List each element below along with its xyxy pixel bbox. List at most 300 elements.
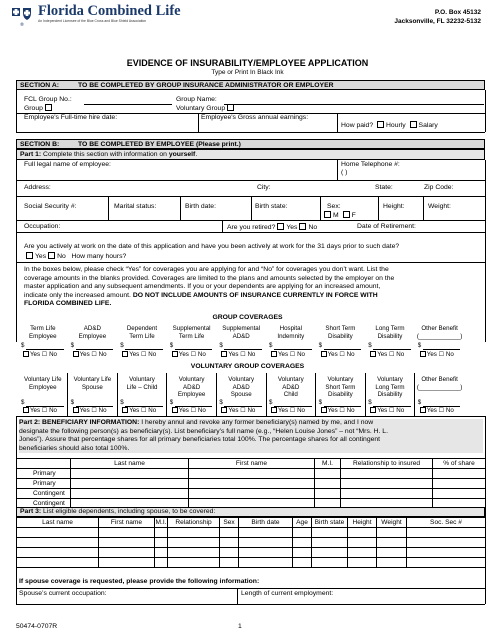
divider xyxy=(16,220,485,221)
dependent-cell[interactable] xyxy=(377,548,407,558)
retired-yes-checkbox[interactable] xyxy=(277,223,284,230)
date-retirement-label: Date of Retirement: xyxy=(357,223,416,230)
coverage-column-label: AD&D xyxy=(232,383,250,391)
beneficiary-cell[interactable] xyxy=(71,489,189,499)
birth-state-label: Birth state: xyxy=(255,203,288,210)
coverage-yes-checkbox[interactable] xyxy=(420,407,426,413)
beneficiary-column-header: Relationship to insured xyxy=(341,459,433,469)
city-state-zip: Jacksonville, FL 32232-5132 xyxy=(394,18,481,25)
sex-label: Sex: xyxy=(327,203,341,210)
coverage-yes-no[interactable] xyxy=(370,351,404,358)
dependents-table xyxy=(16,517,486,568)
dependent-cell[interactable] xyxy=(348,558,377,568)
dependent-cell[interactable] xyxy=(239,528,293,538)
coverage-column-label: Term Life xyxy=(178,332,205,340)
part1-yourself: yourself xyxy=(168,151,196,158)
coverage-yes-checkbox[interactable] xyxy=(23,407,29,413)
coverage-amount-field[interactable]: $ xyxy=(219,399,223,406)
voluntary-group-label: Voluntary Group xyxy=(176,105,226,112)
coverage-yes-no-label: Yes ☐ No xyxy=(327,407,355,414)
border-right xyxy=(485,416,486,604)
group-type-group xyxy=(24,104,54,112)
coverage-yes-checkbox[interactable] xyxy=(370,351,376,357)
coverage-column-label: Employee xyxy=(29,383,57,391)
coverage-column-header xyxy=(217,376,265,399)
coverage-column-label: AD&D xyxy=(232,332,250,340)
retired-question xyxy=(227,223,317,231)
coverage-yes-no[interactable] xyxy=(370,407,404,414)
voluntary-coverages-title: VOLUNTARY GROUP COVERAGES xyxy=(190,363,305,370)
coverage-yes-checkbox[interactable] xyxy=(73,407,79,413)
coverage-yes-no[interactable] xyxy=(23,407,57,414)
dependent-cell[interactable] xyxy=(168,558,220,568)
dependent-cell[interactable] xyxy=(168,528,220,538)
dependent-cell[interactable] xyxy=(155,558,168,568)
dependent-cell[interactable] xyxy=(220,528,239,538)
coverage-yes-no-label: Yes ☐ No xyxy=(178,351,206,358)
group-label: Group xyxy=(24,105,43,112)
beneficiary-cell[interactable] xyxy=(189,469,315,479)
coverage-yes-no[interactable] xyxy=(23,351,57,358)
instructions-line-4a: indicate only the increased amount. xyxy=(24,291,131,299)
dependents-column-header: Sex xyxy=(220,518,239,528)
part2-heading: Part 2: BENEFICIARY INFORMATION: xyxy=(19,419,140,426)
coverage-yes-no[interactable] xyxy=(122,351,156,358)
dependent-cell[interactable] xyxy=(377,538,407,548)
coverage-amount-line xyxy=(76,349,114,350)
divider xyxy=(320,196,321,220)
coverage-yes-checkbox[interactable] xyxy=(321,351,327,357)
coverage-column-label: Voluntary Life xyxy=(73,376,112,383)
dependent-cell[interactable] xyxy=(168,538,220,548)
form-subtitle: Type or Print In Black Ink xyxy=(211,69,284,76)
beneficiary-cell[interactable] xyxy=(189,479,315,489)
divider xyxy=(423,196,424,220)
active-work-answer xyxy=(24,252,126,260)
coverage-amount-line xyxy=(324,349,362,350)
beneficiary-cell[interactable] xyxy=(341,469,433,479)
coverage-yes-checkbox[interactable] xyxy=(271,351,277,357)
coverage-column-header xyxy=(69,376,117,391)
instructions-line-4b: DO NOT INCLUDE AMOUNTS OF INSURANCE CURRENTLY IN FORCE WITH xyxy=(132,291,378,299)
coverage-column-label: Life – Child xyxy=(126,383,158,391)
coverage-column-label: Employee xyxy=(29,332,57,340)
divider xyxy=(108,196,109,220)
part1-instructions: Complete this section with information on xyxy=(43,151,167,158)
beneficiary-cell[interactable] xyxy=(315,479,341,489)
coverage-amount-line xyxy=(274,349,312,350)
beneficiary-cell[interactable] xyxy=(341,479,433,489)
coverage-column-label: Short Term xyxy=(325,383,356,391)
coverage-column-label: Long Term xyxy=(375,325,405,332)
coverage-amount-field[interactable]: $ xyxy=(417,399,422,406)
coverage-yes-no[interactable] xyxy=(420,407,454,414)
coverage-column-label: Other Benefit xyxy=(421,325,458,332)
coverage-yes-no[interactable] xyxy=(321,351,355,358)
coverage-column-label: Voluntary xyxy=(129,376,155,383)
dependent-cell[interactable] xyxy=(348,548,377,558)
dependent-cell[interactable] xyxy=(99,538,155,548)
border-left xyxy=(16,232,17,342)
coverage-amount-field[interactable]: $ xyxy=(21,342,25,349)
dependent-cell[interactable] xyxy=(17,548,99,558)
coverage-yes-no[interactable] xyxy=(172,407,206,414)
state-label: State: xyxy=(375,184,393,191)
beneficiary-column-header: Last name xyxy=(71,459,189,469)
coverage-yes-no[interactable] xyxy=(321,407,355,414)
coverage-yes-checkbox[interactable] xyxy=(73,351,79,357)
coverage-amount-field[interactable]: $ xyxy=(70,342,75,349)
form-number: 50474-0707R xyxy=(16,623,58,630)
border-left xyxy=(16,90,17,132)
dependent-cell[interactable] xyxy=(377,528,407,538)
coverage-yes-checkbox[interactable] xyxy=(122,351,128,357)
dependent-cell[interactable] xyxy=(99,528,155,538)
dependent-cell[interactable] xyxy=(348,538,377,548)
coverage-yes-no-label: Yes ☐ No xyxy=(129,351,157,358)
beneficiary-cell[interactable] xyxy=(433,479,486,489)
dependent-cell[interactable] xyxy=(99,558,155,568)
beneficiary-cell[interactable] xyxy=(189,489,315,499)
coverage-amount-field[interactable]: $ xyxy=(169,399,174,406)
salary-checkbox[interactable] xyxy=(410,121,417,128)
fcl-group-no-field[interactable] xyxy=(84,104,172,105)
coverage-amount-line xyxy=(224,349,262,350)
coverage-yes-checkbox[interactable] xyxy=(221,407,227,413)
coverage-column-header xyxy=(69,325,117,340)
dependent-cell[interactable] xyxy=(239,558,293,568)
coverage-column-label: Child xyxy=(283,391,298,398)
coverage-column-label: Voluntary xyxy=(377,376,403,383)
active-yes-label: Yes xyxy=(35,253,47,260)
coverage-column-header xyxy=(118,325,166,340)
coverage-yes-no-label: Yes ☐ No xyxy=(426,351,454,358)
coverage-column-header xyxy=(267,376,315,399)
zip-label: Zip Code: xyxy=(424,184,454,191)
part2-line-2: designate the following person(s) as beneficiary(s). List beneficiary’s full name (e.g., “Helen Louise Jones” – not “Mrs. H. L. xyxy=(19,427,388,435)
dependent-cell[interactable] xyxy=(348,528,377,538)
instructions-line-3: master application and any subsequent amendments. If you or your dependents are applying for an increased amount, xyxy=(24,283,381,291)
coverage-column-label: AD&D xyxy=(182,383,201,391)
address-label: Address: xyxy=(24,184,51,191)
coverage-yes-no[interactable] xyxy=(73,351,107,358)
dependents-column-header: Birth date xyxy=(239,518,293,528)
coverage-amount-field[interactable]: $ xyxy=(120,399,124,406)
dependent-cell[interactable] xyxy=(293,548,312,558)
coverage-yes-checkbox[interactable] xyxy=(420,351,426,357)
coverage-column-header xyxy=(317,325,365,340)
female-checkbox[interactable] xyxy=(343,211,350,218)
divider xyxy=(198,113,199,132)
beneficiary-cell[interactable] xyxy=(315,489,341,499)
brand-name: Florida Combined Life xyxy=(38,3,181,19)
coverage-yes-no[interactable] xyxy=(73,407,107,414)
coverage-yes-no-label: Yes ☐ No xyxy=(278,407,305,414)
section-b-text: TO BE COMPLETED BY EMPLOYEE (Please print.) xyxy=(78,141,241,148)
beneficiary-cell[interactable] xyxy=(71,479,189,489)
coverage-yes-checkbox[interactable] xyxy=(172,351,178,357)
fcl-group-no-label: FCL Group No.: xyxy=(24,96,72,103)
beneficiary-type: Primary xyxy=(17,479,71,489)
coverage-yes-no-label: Yes ☐ No xyxy=(129,407,157,414)
svg-text:®: ® xyxy=(19,23,25,27)
beneficiary-cell[interactable] xyxy=(433,469,486,479)
border-right xyxy=(485,160,486,242)
coverage-amount-field[interactable]: $ xyxy=(368,342,372,349)
how-many-hours-label: How many hours? xyxy=(71,253,127,260)
coverage-amount-field[interactable]: $ xyxy=(368,399,372,406)
divider xyxy=(337,113,338,132)
dependent-cell[interactable] xyxy=(293,528,312,538)
divider xyxy=(16,262,485,263)
border-right xyxy=(485,232,486,342)
salary-label: Salary xyxy=(418,122,438,129)
divider xyxy=(16,232,485,233)
part2-line-3: Jones”). Assure that percentage shares for all primary beneficiaries total 100%. The percentage shares for all contingent xyxy=(19,436,381,444)
active-no-label: No xyxy=(57,253,66,260)
coverage-amount-field[interactable]: $ xyxy=(318,399,323,406)
beneficiary-cell[interactable] xyxy=(71,469,189,479)
coverage-amount-field[interactable]: $ xyxy=(120,342,124,349)
divider xyxy=(222,220,223,232)
divider xyxy=(337,160,338,180)
coverage-yes-no-label: Yes ☐ No xyxy=(30,407,57,414)
dependent-cell[interactable] xyxy=(168,548,220,558)
coverage-column-label: Disability xyxy=(328,391,353,398)
instructions-line-5 xyxy=(24,300,482,309)
part2-line-1: I hereby annul and revoke any former beneficiary(s) named by me, and I now xyxy=(141,419,374,426)
full-name-label: Full legal name of employee: xyxy=(24,161,111,168)
dependent-cell[interactable] xyxy=(220,558,239,568)
coverage-column-label: Voluntary xyxy=(277,376,304,383)
dependent-cell[interactable] xyxy=(155,538,168,548)
coverage-amount-field[interactable]: $ xyxy=(318,342,323,349)
coverage-amount-field[interactable]: $ xyxy=(269,399,273,406)
dependent-cell[interactable] xyxy=(17,538,99,548)
sex-options xyxy=(322,211,356,219)
active-no-checkbox[interactable] xyxy=(48,252,55,259)
gross-earnings-label: Employee's Gross annual earnings: xyxy=(201,114,309,121)
coverage-amount-field[interactable]: $ xyxy=(417,342,422,349)
active-work-question: Are you actively at work on the date of this application and have you been actively at work for the 31 days prior to such date? xyxy=(24,243,400,250)
beneficiary-row xyxy=(17,489,486,499)
coverage-yes-no-label: Yes ☐ No xyxy=(278,351,305,358)
dependent-cell[interactable] xyxy=(293,558,312,568)
part1-heading: Part 1: xyxy=(20,151,42,158)
coverage-yes-no[interactable] xyxy=(221,407,255,414)
mailing-address xyxy=(394,8,481,26)
part1-header: Part 1: Complete this section with information on yourself. xyxy=(16,149,485,160)
dependents-column-header: Weight xyxy=(377,518,407,528)
divider xyxy=(251,196,252,220)
dependent-cell[interactable] xyxy=(17,558,99,568)
hire-date-label: Employee's Full-time hire date: xyxy=(24,114,118,121)
spouse-heading: If spouse coverage is requested, please provide the following information: xyxy=(19,578,260,585)
beneficiary-type: Primary xyxy=(17,469,71,479)
dependent-cell[interactable] xyxy=(312,548,348,558)
coverage-column-label: Other Benefit xyxy=(421,376,458,383)
coverage-column-label: Voluntary Life xyxy=(24,376,62,383)
dependent-cell[interactable] xyxy=(239,548,293,558)
coverage-column-label: Voluntary xyxy=(178,376,205,383)
hourly-label: Hourly xyxy=(386,122,406,129)
coverage-column-label: AD&D xyxy=(83,325,101,332)
dependent-row xyxy=(17,548,486,558)
dependent-cell[interactable] xyxy=(155,548,168,558)
spouse-employment-length-label: Length of current employment: xyxy=(241,590,334,597)
dependent-cell[interactable] xyxy=(407,548,486,558)
hourly-checkbox[interactable] xyxy=(377,121,384,128)
coverage-column-header xyxy=(19,325,67,340)
coverage-yes-no-label: Yes ☐ No xyxy=(228,351,256,358)
coverage-yes-no[interactable] xyxy=(172,351,206,358)
beneficiary-cell[interactable] xyxy=(315,469,341,479)
divider xyxy=(180,196,181,220)
dependent-cell[interactable] xyxy=(312,558,348,568)
coverage-column-label: Employee xyxy=(78,332,107,340)
birth-date-label: Birth date: xyxy=(185,203,216,210)
dependent-cell[interactable] xyxy=(407,538,486,548)
coverage-column-header xyxy=(19,376,67,391)
coverage-amount-field[interactable]: $ xyxy=(269,342,273,349)
group-name-field[interactable] xyxy=(224,104,484,105)
group-type-voluntary xyxy=(176,104,236,112)
dependents-column-header: Height xyxy=(348,518,377,528)
weight-label: Weight: xyxy=(428,203,451,210)
beneficiary-cell[interactable] xyxy=(341,489,433,499)
coverage-yes-no[interactable] xyxy=(420,351,454,358)
male-checkbox[interactable] xyxy=(324,211,331,218)
dependent-cell[interactable] xyxy=(239,538,293,548)
coverage-column-label: Spouse xyxy=(230,391,252,398)
coverage-yes-no[interactable] xyxy=(122,407,156,414)
dependent-row xyxy=(17,538,486,548)
dependents-column-header: Birth state xyxy=(312,518,348,528)
dependents-column-header: Relationship xyxy=(168,518,220,528)
height-label: Height: xyxy=(383,203,405,210)
coverage-yes-checkbox[interactable] xyxy=(271,407,277,413)
city-label: City: xyxy=(257,184,271,191)
coverage-yes-checkbox[interactable] xyxy=(221,351,227,357)
coverage-column-label: Hospital xyxy=(279,325,302,332)
divider xyxy=(16,180,485,181)
dependent-cell[interactable] xyxy=(377,558,407,568)
beneficiary-column-header: M.I. xyxy=(315,459,341,469)
coverage-amount-line xyxy=(373,349,411,350)
divider xyxy=(16,416,485,417)
coverage-amount-field[interactable]: $ xyxy=(21,399,25,406)
section-a-label: SECTION A: xyxy=(20,82,60,89)
dependent-cell[interactable] xyxy=(155,528,168,538)
divider xyxy=(16,604,485,605)
active-yes-checkbox[interactable] xyxy=(26,252,33,259)
coverage-column-label: Spouse xyxy=(81,383,103,391)
beneficiary-cell[interactable] xyxy=(433,489,486,499)
how-paid-group xyxy=(341,121,438,129)
beneficiary-type: Contingent xyxy=(17,489,71,499)
dependents-column-header: Last name xyxy=(17,518,99,528)
border-right xyxy=(485,90,486,132)
coverage-column-label: Employee xyxy=(177,391,206,398)
coverage-column-header xyxy=(267,325,315,340)
coverage-column-header xyxy=(366,325,414,340)
coverage-column-label: Disability xyxy=(328,332,353,340)
retired-no-checkbox[interactable] xyxy=(299,223,306,230)
dependent-cell[interactable] xyxy=(220,538,239,548)
dependent-cell[interactable] xyxy=(293,538,312,548)
coverage-column-header xyxy=(168,325,216,340)
coverage-yes-checkbox[interactable] xyxy=(321,407,327,413)
group-checkbox[interactable] xyxy=(45,104,52,111)
coverage-yes-no[interactable] xyxy=(271,351,305,358)
coverage-column-label: (____________) xyxy=(416,383,463,391)
coverage-yes-checkbox[interactable] xyxy=(122,407,128,413)
home-phone-field[interactable]: ( ) xyxy=(341,169,348,176)
coverage-column-header xyxy=(217,325,265,340)
coverage-amount-field[interactable]: $ xyxy=(169,342,174,349)
dependents-column-header: Soc. Sec # xyxy=(407,518,486,528)
dependent-cell[interactable] xyxy=(17,528,99,538)
instructions-line-2: coverage amounts in the blanks provided. Coverages are limited to the plans and amounts selected by the employer on the xyxy=(24,274,395,282)
part3-header xyxy=(16,507,485,517)
coverage-column-label: Short Term xyxy=(325,325,356,332)
occupation-label: Occupation: xyxy=(24,223,61,230)
coverage-column-label: Dependent xyxy=(126,325,158,332)
part3-heading: Part 3: xyxy=(20,508,42,515)
coverage-column-header xyxy=(416,376,464,391)
dependent-cell[interactable] xyxy=(99,548,155,558)
coverage-amount-field[interactable]: $ xyxy=(219,342,223,349)
beneficiary-column-header xyxy=(17,459,71,469)
beneficiary-column-header: First name xyxy=(189,459,315,469)
coverage-column-header xyxy=(317,376,365,399)
dependent-cell[interactable] xyxy=(407,528,486,538)
part2-line-4: beneficiaries should also total 100%. xyxy=(19,444,130,452)
coverage-column-header xyxy=(118,376,166,391)
coverage-yes-no[interactable] xyxy=(271,407,305,414)
coverage-amount-line xyxy=(423,349,461,350)
section-a-text: TO BE COMPLETED BY GROUP INSURANCE ADMINISTRATOR OR EMPLOYER xyxy=(78,82,334,89)
coverage-yes-no-label: Yes ☐ No xyxy=(377,351,405,358)
dependent-cell[interactable] xyxy=(220,548,239,558)
coverage-yes-no[interactable] xyxy=(221,351,255,358)
coverage-yes-no-label: Yes ☐ No xyxy=(79,351,107,358)
coverage-yes-checkbox[interactable] xyxy=(23,351,29,357)
beneficiary-type: Contingent xyxy=(17,499,71,509)
part3-text: List eligible dependents, including spouse, to be covered: xyxy=(43,508,216,515)
coverage-yes-no-label: Yes ☐ No xyxy=(228,407,256,414)
dependent-cell[interactable] xyxy=(312,538,348,548)
page-number: 1 xyxy=(238,623,242,630)
beneficiary-column-header: % of share xyxy=(433,459,486,469)
section-b-header xyxy=(16,139,485,149)
dependent-cell[interactable] xyxy=(407,558,486,568)
coverage-yes-no-label: Yes ☐ No xyxy=(377,407,405,414)
voluntary-group-checkbox[interactable] xyxy=(227,104,234,111)
part2-text xyxy=(19,419,483,453)
coverage-column-label: Supplemental xyxy=(172,325,211,332)
coverage-yes-checkbox[interactable] xyxy=(172,407,178,413)
coverage-yes-no-label: Yes ☐ No xyxy=(30,351,57,358)
dependents-column-header: M.I. xyxy=(155,519,167,526)
coverage-yes-no-label: Yes ☐ No xyxy=(327,351,355,358)
coverage-amount-field[interactable]: $ xyxy=(70,399,75,406)
instructions-line-1: In the boxes below, please check “Yes” for coverages you are applying for and “No” for coverages you don’t want. List the xyxy=(24,266,389,273)
coverage-yes-checkbox[interactable] xyxy=(370,407,376,413)
coverage-column-label: Voluntary xyxy=(327,376,354,383)
divider xyxy=(237,588,238,604)
dependent-cell[interactable] xyxy=(312,528,348,538)
